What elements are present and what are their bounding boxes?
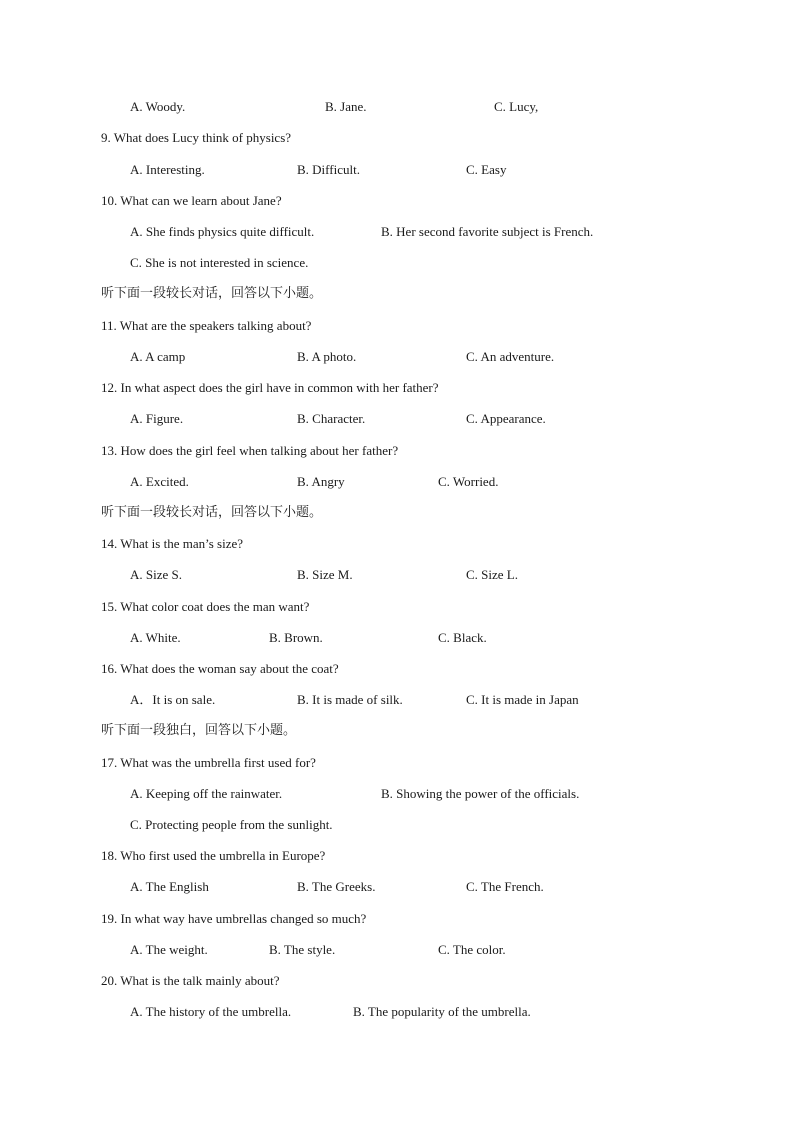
q17-option-a: A. Keeping off the rainwater. (130, 786, 283, 801)
q10-question: 10. What can we learn about Jane? (101, 193, 282, 208)
q10-option-b: B. Her second favorite subject is French. (381, 224, 594, 239)
q20-option-b: B. The popularity of the umbrella. (353, 1004, 531, 1019)
q9-option-b: B. Difficult. (297, 162, 360, 177)
q13-option-c: C. Worried. (438, 474, 499, 489)
q14-question: 14. What is the man’s size? (101, 536, 244, 551)
q11-option-a: A. A camp (130, 349, 186, 364)
q13-option-b: B. Angry (297, 474, 345, 489)
q8-option-a: A. Woody. (130, 99, 186, 114)
q11-question: 11. What are the speakers talking about? (101, 318, 312, 333)
q18-option-a: A. The English (130, 879, 209, 894)
q16-option-a: A．It is on sale. (130, 692, 216, 707)
section-instruction-monologue: 听下面一段独白，回答以下小题。 (101, 723, 297, 738)
q15-option-a: A. White. (130, 630, 181, 645)
q15-option-b: B. Brown. (269, 630, 323, 645)
q19-option-a: A. The weight. (130, 942, 208, 957)
q14-option-c: C. Size L. (466, 567, 518, 582)
q8-option-c: C. Lucy, (494, 99, 539, 114)
q18-question: 18. Who first used the umbrella in Europe? (101, 848, 326, 863)
q14-option-b: B. Size M. (297, 567, 353, 582)
section-instruction-dialogue-1: 听下面一段较长对话，回答以下小题。 (101, 286, 323, 301)
q15-question: 15. What color coat does the man want? (101, 599, 310, 614)
q11-option-c: C. An adventure. (466, 349, 555, 364)
q9-option-a: A. Interesting. (130, 162, 205, 177)
q13-option-a: A. Excited. (130, 474, 189, 489)
section-instruction-dialogue-2: 听下面一段较长对话，回答以下小题。 (101, 505, 323, 520)
q9-option-c: C. Easy (466, 162, 507, 177)
q14-option-a: A. Size S. (130, 567, 182, 582)
q17-option-b: B. Showing the power of the officials. (381, 786, 580, 801)
q20-question: 20. What is the talk mainly about? (101, 973, 280, 988)
q11-option-b: B. A photo. (297, 349, 357, 364)
q10-option-c: C. She is not interested in science. (130, 255, 309, 270)
q13-question: 13. How does the girl feel when talking about her father? (101, 443, 399, 458)
q12-question: 12. In what aspect does the girl have in common with her father? (101, 380, 439, 395)
q15-option-c: C. Black. (438, 630, 487, 645)
q9-question: 9. What does Lucy think of physics? (101, 130, 292, 145)
q17-question: 17. What was the umbrella first used for? (101, 755, 316, 770)
q16-option-b: B. It is made of silk. (297, 692, 403, 707)
q18-option-c: C. The French. (466, 879, 544, 894)
q17-option-c: C. Protecting people from the sunlight. (130, 817, 333, 832)
q18-option-b: B. The Greeks. (297, 879, 376, 894)
q12-option-c: C. Appearance. (466, 411, 546, 426)
q16-option-c: C. It is made in Japan (466, 692, 579, 707)
q12-option-a: A. Figure. (130, 411, 184, 426)
q12-option-b: B. Character. (297, 411, 366, 426)
q8-option-b: B. Jane. (325, 99, 367, 114)
q19-question: 19. In what way have umbrellas changed so much? (101, 911, 367, 926)
q20-option-a: A. The history of the umbrella. (130, 1004, 292, 1019)
q10-option-a: A. She finds physics quite difficult. (130, 224, 315, 239)
q16-question: 16. What does the woman say about the coat? (101, 661, 339, 676)
q19-option-b: B. The style. (269, 942, 336, 957)
q19-option-c: C. The color. (438, 942, 506, 957)
